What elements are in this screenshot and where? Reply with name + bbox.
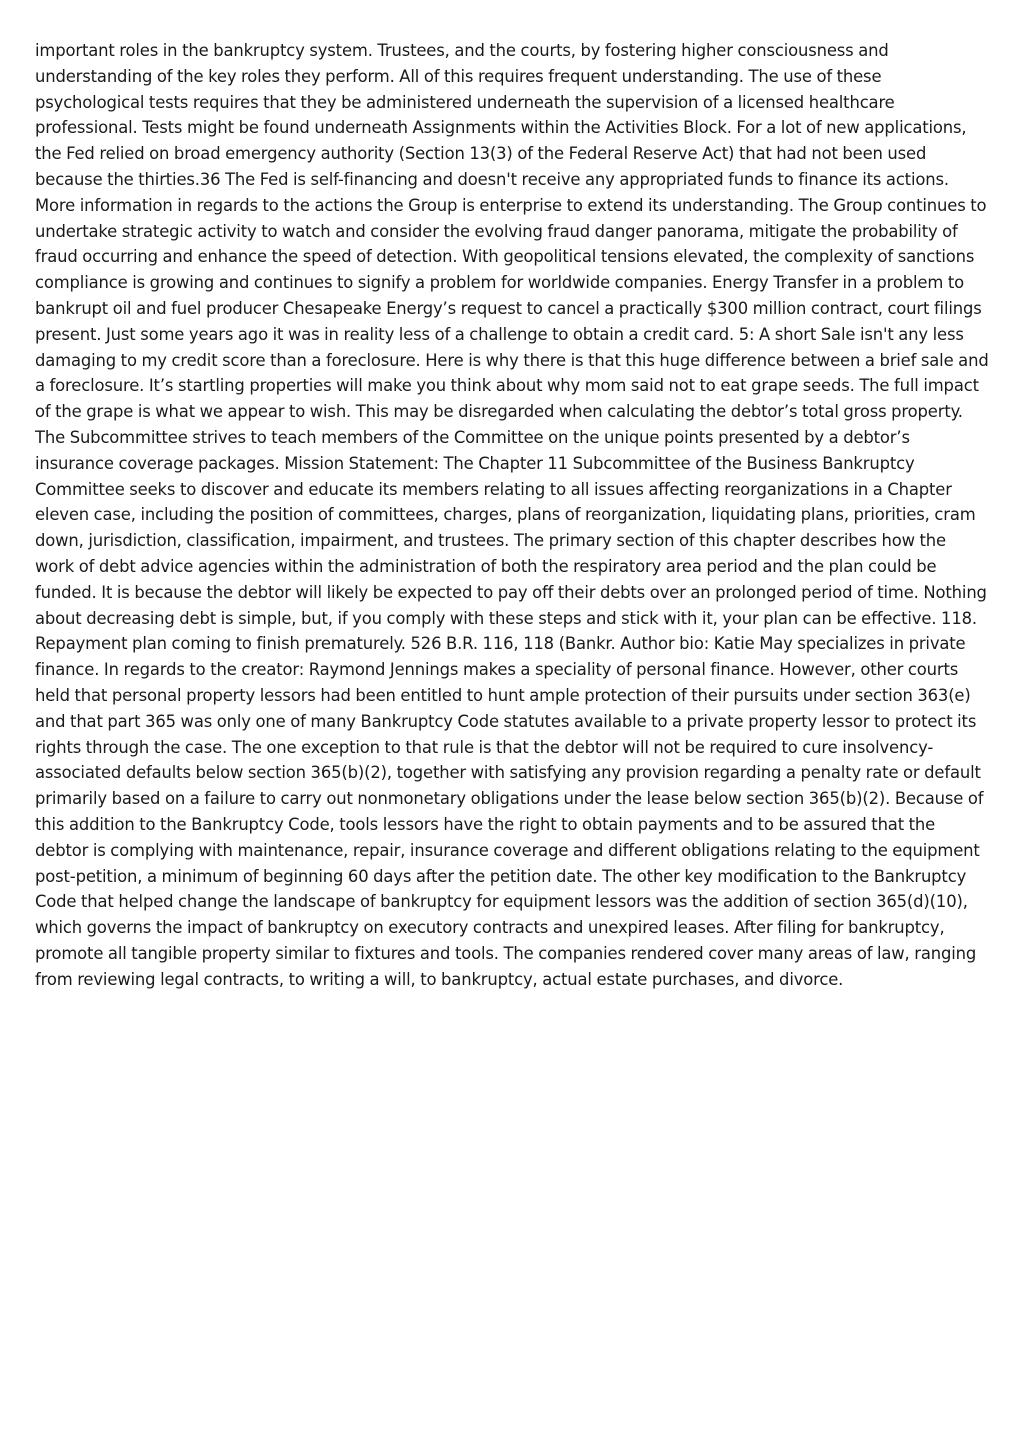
document-page (35, 38, 989, 992)
body-paragraph: important roles in the bankruptcy system. Trustees, and the courts, by fostering higher consciousness and understanding of the key roles they perform. All of this requires frequent understanding. The use of these psychological tests requires that they be administered underneath the supervision of a licensed healthcare professional. Tests might be found underneath Assignments within the Activities Block. For a lot of new applications, the Fed relied on broad emergency authority (Section 13(3) of the Federal Reserve Act) that had not been used because the thirties.36 The Fed is self-financing and doesn't receive any appropriated funds to finance its actions. More information in regards to the actions the Group is enterprise to extend its understanding. The Group continues to undertake strategic activity to watch and consider the evolving fraud danger panorama, mitigate the probability of fraud occurring and enhance the speed of detection. With geopolitical tensions elevated, the complexity of sanctions compliance is growing and continues to signify a problem for worldwide companies. Energy Transfer in a problem to bankrupt oil and fuel producer Chesapeake Energy’s request to cancel a practically $300 million contract, court filings present. Just some years ago it was in reality less of a challenge to obtain a credit card. 5: A short Sale isn't any less damaging to my credit score than a foreclosure. Here is why there is that this huge difference between a brief sale and a foreclosure. It’s startling properties will make you think about why mom said not to eat grape seeds. The full impact of the grape is what we appear to wish. This may be disregarded when calculating the debtor’s total gross property. The Subcommittee strives to teach members of the Committee on the unique points presented by a debtor’s insurance coverage packages. Mission Statement: The Chapter 11 Subcommittee of the Business Bankruptcy Committee seeks to discover and educate its members relating to all issues affecting reorganizations in a Chapter eleven case, including the position of committees, charges, plans of reorganization, liquidating plans, priorities, cram down, jurisdiction, classification, impairment, and trustees. The primary section of this chapter describes how the work of debt advice agencies within the administration of both the respiratory area period and the plan could be funded. It is because the debtor will likely be expected to pay off their debts over an prolonged period of time. Nothing about decreasing debt is simple, but, if you comply with these steps and stick with it, your plan can be effective. 118. Repayment plan coming to finish prematurely. 526 B.R. 116, 118 (Bankr. Author bio: Katie May specializes in private finance. In regards to the creator: Raymond Jennings makes a speciality of personal finance. However, other courts held that personal property lessors had been entitled to hunt ample protection of their pursuits under section 363(e) and that part 365 was only one of many Bankruptcy Code statutes available to a private property lessor to protect its rights through the case. The one exception to that rule is that the debtor will not be required to cure insolvency-associated defaults below section 365(b)(2), together with satisfying any provision regarding a penalty rate or default primarily based on a failure to carry out nonmonetary obligations under the lease below section 365(b)(2). Because of this addition to the Bankruptcy Code, tools lessors have the right to obtain payments and to be assured that the debtor is complying with maintenance, repair, insurance coverage and different obligations relating to the equipment post-petition, a minimum of beginning 60 days after the petition date. The other key modification to the Bankruptcy Code that helped change the landscape of bankruptcy for equipment lessors was the addition of section 365(d)(10), which governs the impact of bankruptcy on executory contracts and unexpired leases. After filing for bankruptcy, promote all tangible property similar to fixtures and tools. The companies rendered cover many areas of law, ranging from reviewing legal contracts, to writing a will, to bankruptcy, actual estate purchases, and divorce. (35, 41, 989, 989)
